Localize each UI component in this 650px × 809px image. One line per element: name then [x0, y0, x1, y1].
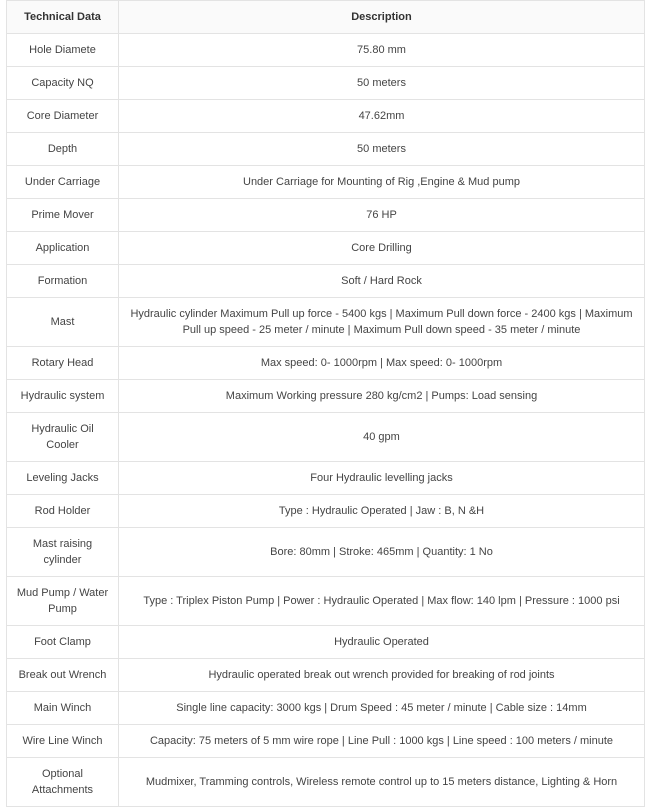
- row-key: Prime Mover: [7, 199, 119, 232]
- table-header-row: [7, 1, 645, 34]
- table-row: [7, 265, 645, 298]
- row-value: 50 meters: [119, 133, 645, 166]
- row-value: Under Carriage for Mounting of Rig ,Engine & Mud pump: [119, 166, 645, 199]
- row-value: 47.62mm: [119, 100, 645, 133]
- row-key: Hydraulic Oil Cooler: [7, 413, 119, 462]
- table-row: [7, 725, 645, 758]
- row-value: Type : Hydraulic Operated | Jaw : B, N &H: [119, 495, 645, 528]
- row-value: Soft / Hard Rock: [119, 265, 645, 298]
- row-key: Rotary Head: [7, 347, 119, 380]
- row-key: Hydraulic system: [7, 380, 119, 413]
- row-value: 40 gpm: [119, 413, 645, 462]
- row-key: Mast raising cylinder: [7, 528, 119, 577]
- column-header-technical-data: Technical Data: [7, 1, 119, 34]
- row-value: Maximum Working pressure 280 kg/cm2 | Pumps: Load sensing: [119, 380, 645, 413]
- table-row: [7, 347, 645, 380]
- column-header-description: Description: [119, 1, 645, 34]
- row-key: Core Diameter: [7, 100, 119, 133]
- table-row: [7, 659, 645, 692]
- table-row: [7, 577, 645, 626]
- table-row: [7, 462, 645, 495]
- row-key: Optional Attachments: [7, 758, 119, 807]
- table-row: [7, 758, 645, 807]
- row-key: Mast: [7, 298, 119, 347]
- row-key: Wire Line Winch: [7, 725, 119, 758]
- row-key: Hole Diamete: [7, 34, 119, 67]
- table-row: [7, 626, 645, 659]
- row-key: Break out Wrench: [7, 659, 119, 692]
- row-key: Formation: [7, 265, 119, 298]
- table-row: [7, 413, 645, 462]
- row-value: Hydraulic Operated: [119, 626, 645, 659]
- row-value: Four Hydraulic levelling jacks: [119, 462, 645, 495]
- row-key: Main Winch: [7, 692, 119, 725]
- table-row: [7, 34, 645, 67]
- row-key: Application: [7, 232, 119, 265]
- row-value: 76 HP: [119, 199, 645, 232]
- table-row: [7, 67, 645, 100]
- row-key: Capacity NQ: [7, 67, 119, 100]
- table-row: [7, 692, 645, 725]
- row-value: Hydraulic operated break out wrench provided for breaking of rod joints: [119, 659, 645, 692]
- row-key: Depth: [7, 133, 119, 166]
- technical-data-table: [6, 0, 645, 807]
- table-row: [7, 380, 645, 413]
- table-row: [7, 166, 645, 199]
- table-row: [7, 133, 645, 166]
- row-value: 50 meters: [119, 67, 645, 100]
- row-value: Capacity: 75 meters of 5 mm wire rope | Line Pull : 1000 kgs | Line speed : 100 meters / minute: [119, 725, 645, 758]
- row-value: 75.80 mm: [119, 34, 645, 67]
- table-row: [7, 100, 645, 133]
- table-row: [7, 528, 645, 577]
- row-value: Type : Triplex Piston Pump | Power : Hydraulic Operated | Max flow: 140 lpm | Pressure : 1000 psi: [119, 577, 645, 626]
- row-key: Rod Holder: [7, 495, 119, 528]
- row-key: Foot Clamp: [7, 626, 119, 659]
- table-row: [7, 495, 645, 528]
- row-value: Mudmixer, Tramming controls, Wireless remote control up to 15 meters distance, Lighting & Horn: [119, 758, 645, 807]
- row-value: Bore: 80mm | Stroke: 465mm | Quantity: 1 No: [119, 528, 645, 577]
- row-value: Core Drilling: [119, 232, 645, 265]
- row-value: Hydraulic cylinder Maximum Pull up force - 5400 kgs | Maximum Pull down force - 2400 kgs | Maximum Pull up speed - 25 meter / minute | Maximum Pull down speed - 35 meter / minute: [119, 298, 645, 347]
- row-key: Leveling Jacks: [7, 462, 119, 495]
- row-key: Mud Pump / Water Pump: [7, 577, 119, 626]
- table-row: [7, 232, 645, 265]
- table-row: [7, 298, 645, 347]
- table-row: [7, 199, 645, 232]
- row-value: Max speed: 0- 1000rpm | Max speed: 0- 1000rpm: [119, 347, 645, 380]
- row-value: Single line capacity: 3000 kgs | Drum Speed : 45 meter / minute | Cable size : 14mm: [119, 692, 645, 725]
- row-key: Under Carriage: [7, 166, 119, 199]
